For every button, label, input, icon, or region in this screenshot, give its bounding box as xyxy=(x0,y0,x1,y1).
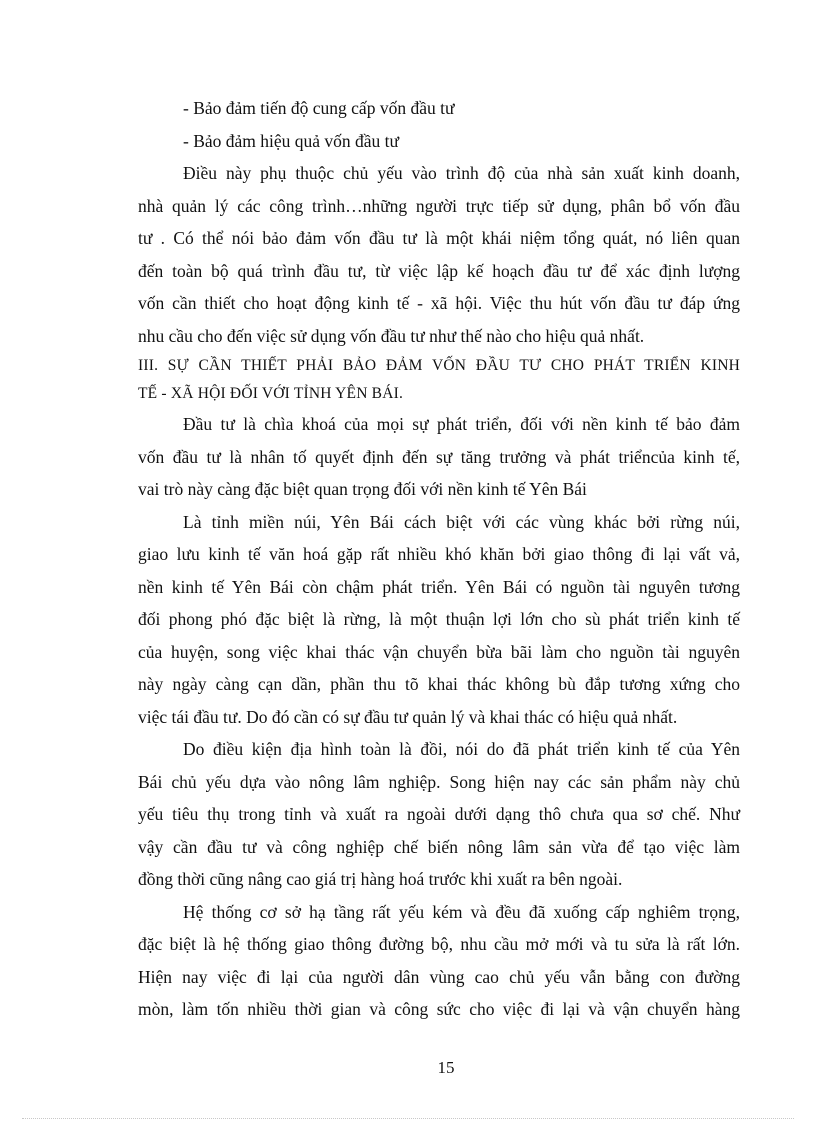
text-line: - Bảo đảm hiệu quả vốn đầu tư xyxy=(183,130,400,151)
section-heading: III. SỰ CẦN THIẾT PHẢI BẢO ĐẢM VỐN ĐẦU TƯ CHO PHÁT TRIỂN KINH xyxy=(138,357,740,374)
section-heading: TẾ - XÃ HỘI ĐỐI VỚI TỈNH YÊN BÁI. xyxy=(138,385,404,402)
text-line: vai trò này càng đặc biệt quan trọng đối với nền kinh tế Yên Bái xyxy=(138,479,587,499)
text-line: việc tái đầu tư. Do đó cần có sự đầu tư quản lý và khai thác có hiệu quả nhất. xyxy=(138,706,678,727)
page-number: 15 xyxy=(437,1058,455,1077)
text-line: này ngày càng cạn dần, phần thu tõ khai thác không bù đắp tương xứng cho xyxy=(138,674,740,694)
text-line: Điều này phụ thuộc chủ yếu vào trình độ của nhà sản xuất kinh doanh, xyxy=(183,163,740,183)
text-line: Hệ thống cơ sở hạ tầng rất yếu kém và đều đã xuống cấp nghiêm trọng, xyxy=(183,901,740,922)
text-line: Đầu tư là chìa khoá của mọi sự phát triển, đối với nền kinh tế bảo đảm xyxy=(183,414,740,434)
text-line: đến toàn bộ quá trình đầu tư, từ việc lập kế hoạch đầu tư để xác định lượng xyxy=(138,260,740,281)
text-line: của huyện, song việc khai thác vận chuyển bừa bãi làm cho nguồn tài nguyên xyxy=(138,641,740,662)
footer-divider xyxy=(22,1118,794,1119)
text-line: vốn đầu tư là nhân tố quyết định đến sự tăng trưởng và phát triểncủa kinh tế, xyxy=(138,446,740,467)
text-line: giao lưu kinh tế văn hoá gặp rất nhiều khó khăn bởi giao thông đi lại vất vả, xyxy=(138,544,740,564)
text-line: đối phong phó đặc biệt là rừng, là một thuận lợi lớn cho sù phát triển kinh tế xyxy=(138,609,740,629)
body-text xyxy=(138,92,740,1026)
text-line: yếu tiêu thụ trong tỉnh và xuất ra ngoài dưới dạng thô chưa qua sơ chế. Như xyxy=(138,804,740,824)
text-line: đồng thời cũng nâng cao giá trị hàng hoá trước khi xuất ra bên ngoài. xyxy=(138,869,623,889)
text-line: Là tỉnh miền núi, Yên Bái cách biệt với các vùng khác bởi rừng núi, xyxy=(183,511,740,532)
text-line: Hiện nay việc đi lại của người dân vùng cao chủ yếu vẫn bằng con đường xyxy=(138,966,740,987)
text-line: nhu cầu cho đến việc sử dụng vốn đầu tư như thế nào cho hiệu quả nhất. xyxy=(138,325,645,346)
text-line: - Bảo đảm tiến độ cung cấp vốn đầu tư xyxy=(183,98,455,118)
text-line: Bái chủ yếu dựa vào nông lâm nghiệp. Song hiện nay các sản phẩm này chủ xyxy=(138,771,740,792)
text-line: Do điều kiện địa hình toàn là đồi, nói do đã phát triển kinh tế của Yên xyxy=(183,739,740,759)
text-line: nhà quản lý các công trình…những người trực tiếp sử dụng, phân bổ vốn đầu xyxy=(138,195,740,216)
text-line: đặc biệt là hệ thống giao thông đường bộ, nhu cầu mở mới và tu sửa là rất lớn. xyxy=(138,934,740,954)
text-line: tư . Có thể nói bảo đảm vốn đầu tư là một khái niệm tổng quát, nó liên quan xyxy=(138,228,740,248)
text-line: vậy cần đầu tư và công nghiệp chế biến nông lâm sản vừa để tạo việc làm xyxy=(138,836,740,857)
text-line: vốn cần thiết cho hoạt động kinh tế - xã hội. Việc thu hút vốn đầu tư đáp ứng xyxy=(138,293,740,313)
text-line: mòn, làm tốn nhiều thời gian và công sức cho việc đi lại và vận chuyển hàng xyxy=(138,999,740,1019)
text-line: nền kinh tế Yên Bái còn chậm phát triển. Yên Bái có nguồn tài nguyên tương xyxy=(138,576,740,597)
